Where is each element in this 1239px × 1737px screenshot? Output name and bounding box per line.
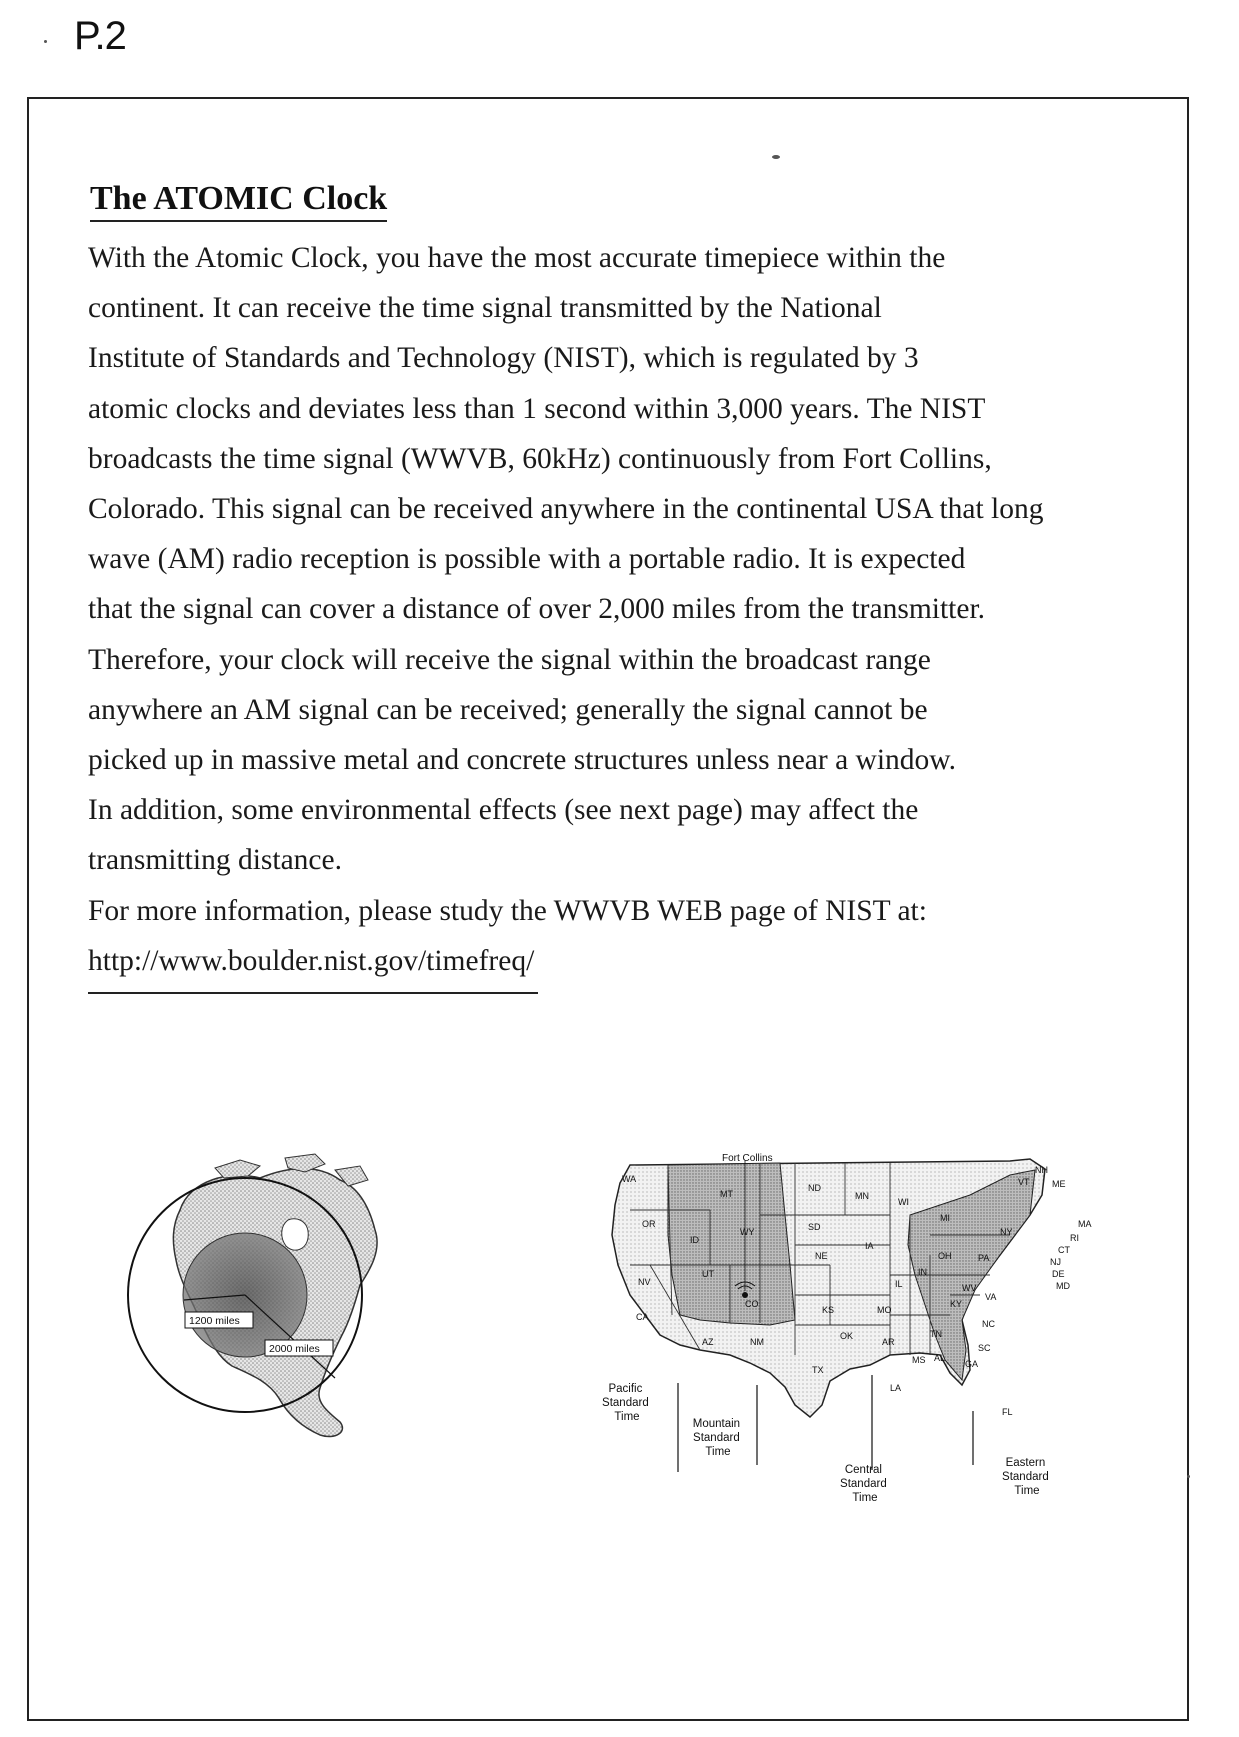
state-label: MS — [912, 1355, 926, 1365]
state-label: UT — [702, 1269, 714, 1279]
state-label: AR — [882, 1337, 895, 1347]
state-label: NE — [815, 1251, 828, 1261]
state-label: ND — [808, 1183, 821, 1193]
state-label: CO — [745, 1299, 759, 1309]
state-label: TN — [930, 1329, 942, 1339]
paragraph-line: anywhere an AM signal can be received; generally the signal cannot be — [88, 693, 928, 726]
state-label: TX — [812, 1365, 824, 1375]
state-label: MT — [720, 1189, 733, 1199]
state-label: NV — [638, 1277, 651, 1287]
outer-range-label: 2000 miles — [269, 1343, 320, 1355]
us-time-zone-map — [590, 1155, 1090, 1525]
state-label: WI — [898, 1197, 909, 1207]
state-label: MA — [1078, 1219, 1092, 1229]
body-paragraph — [88, 233, 1148, 994]
fort-collins-label: Fort Collins — [722, 1153, 773, 1164]
state-label: OR — [642, 1219, 656, 1229]
state-label: AZ — [702, 1337, 714, 1347]
mountain-zone — [668, 1163, 795, 1325]
state-label: MI — [940, 1213, 950, 1223]
paragraph-line: picked up in massive metal and concrete structures unless near a window. — [88, 744, 957, 777]
state-label: IL — [895, 1279, 903, 1289]
pacific-zone-label: Pacific Standard Time — [602, 1383, 649, 1423]
state-label: GA — [965, 1359, 979, 1369]
state-label: LA — [890, 1383, 902, 1393]
mountain-zone-label: Mountain Standard Time — [692, 1418, 741, 1458]
paragraph-line: For more information, please study the WWVB WEB page of NIST at: — [88, 894, 927, 927]
paragraph-line: transmitting distance. — [88, 844, 342, 877]
state-label: NJ — [1050, 1257, 1061, 1267]
paragraph-line: Colorado. This signal can be received anywhere in the continental USA that long — [88, 493, 1044, 526]
state-label: RI — [1070, 1233, 1079, 1243]
state-label: MO — [877, 1305, 892, 1315]
state-label: NC — [982, 1319, 995, 1329]
eastern-zone-label: Eastern Standard Time — [1002, 1457, 1049, 1497]
state-label: SC — [978, 1343, 991, 1353]
scan-speck — [1187, 1475, 1190, 1478]
state-label: VA — [985, 1292, 997, 1302]
state-label: WA — [622, 1174, 637, 1184]
broadcast-range-map — [120, 1150, 440, 1470]
state-label: OK — [840, 1331, 854, 1341]
central-zone-label: Central Standard Time — [840, 1464, 887, 1504]
paragraph-line: atomic clocks and deviates less than 1 second within 3,000 years. The NIST — [88, 392, 986, 425]
paragraph-line: With the Atomic Clock, you have the most accurate timepiece within the — [88, 242, 946, 274]
state-label: KY — [950, 1299, 963, 1309]
page-number: P.2 — [74, 14, 126, 58]
state-label: NH — [1035, 1165, 1048, 1175]
state-label: CA — [636, 1312, 649, 1322]
state-label: NM — [750, 1337, 764, 1347]
state-label: CT — [1058, 1245, 1070, 1255]
state-label: OH — [938, 1251, 952, 1261]
paragraph-line: Institute of Standards and Technology (NIST), which is regulated by 3 — [88, 342, 919, 375]
paragraph-line: that the signal can cover a distance of over 2,000 miles from the transmitter. — [88, 593, 986, 626]
nist-url-link[interactable]: http://www.boulder.nist.gov/timefreq/ — [88, 936, 538, 994]
paragraph-line: Therefore, your clock will receive the signal within the broadcast range — [88, 643, 931, 676]
state-label: IN — [918, 1267, 927, 1277]
state-label: AL — [934, 1353, 946, 1363]
paragraph-line: wave (AM) radio reception is possible with a portable radio. It is expected — [88, 543, 966, 576]
state-label: FL — [1002, 1407, 1013, 1417]
state-label: ME — [1052, 1179, 1066, 1189]
state-label: WV — [962, 1283, 977, 1293]
paragraph-line: continent. It can receive the time signal transmitted by the National — [88, 292, 882, 325]
state-label: WY — [740, 1227, 755, 1237]
state-label: SD — [808, 1222, 821, 1232]
inner-range-label: 1200 miles — [189, 1315, 240, 1327]
state-label: IA — [865, 1241, 874, 1251]
state-label: MD — [1056, 1281, 1070, 1291]
scan-speck — [772, 155, 780, 159]
state-label: MN — [855, 1191, 869, 1201]
state-label: VT — [1018, 1177, 1030, 1187]
paragraph-line: broadcasts the time signal (WWVB, 60kHz) continuously from Fort Collins, — [88, 442, 992, 475]
state-label: ID — [690, 1235, 699, 1245]
paragraph-line: In addition, some environmental effects (see next page) may affect the — [88, 794, 919, 827]
document-title: The ATOMIC Clock — [90, 180, 387, 222]
state-label: PA — [978, 1253, 990, 1263]
scan-speck — [44, 40, 47, 43]
state-label: DE — [1052, 1269, 1065, 1279]
state-label: KS — [822, 1305, 835, 1315]
state-label: NY — [1000, 1227, 1013, 1237]
